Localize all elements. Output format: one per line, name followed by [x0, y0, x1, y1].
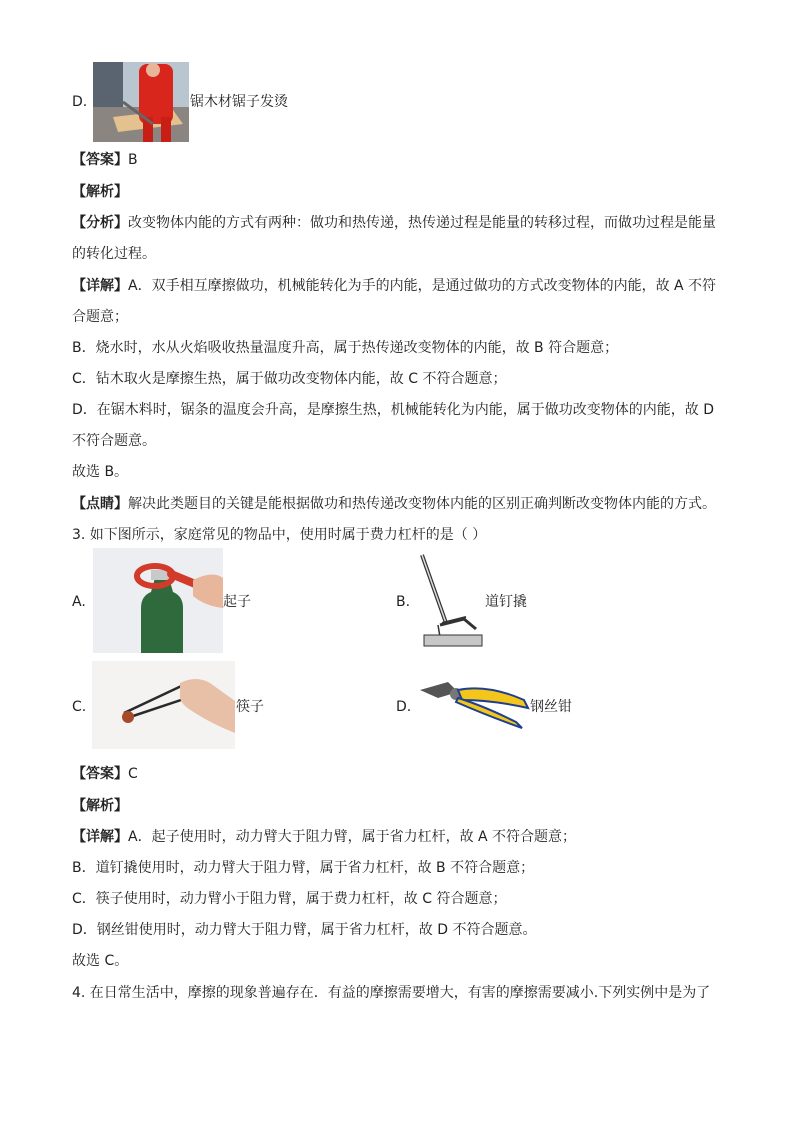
option-caption-c: 筷子 — [236, 699, 264, 715]
bottle-opener-image — [93, 548, 223, 653]
q3-stem: 3. 如下图所示，家庭常见的物品中，使用时属于费力杠杆的是（ ） — [72, 527, 487, 543]
comment-text: 解决此类题目的关键是能根据做功和热传递改变物体内能的区别正确判断改变物体内能的方式。 — [128, 496, 716, 512]
q4-stem: 4. 在日常生活中，摩擦的现象普遍存在．有益的摩擦需要增大，有害的摩擦需要减小.下列实例中是为了 — [72, 985, 711, 1001]
answer-value: B — [128, 152, 138, 168]
spike-lever-image — [418, 553, 484, 649]
q2-detail-d: D．在锯木料时，锯条的温度会升高，是摩擦生热，机械能转化为内能，属于做功改变物体的内能，故 D — [72, 402, 715, 418]
q2-detail-b: B．烧水时，水从火焰吸收热量温度升高，属于热传递改变物体的内能，故 B 符合题意； — [72, 340, 619, 356]
option-letter-c: C. — [72, 699, 87, 715]
q3-detail-a — [72, 827, 576, 847]
comment-tag: 【点睛】 — [72, 496, 128, 512]
option-letter-d2: D. — [396, 699, 412, 715]
fenxi-text: 改变物体内能的方式有两种：做功和热传递，热传递过程是能量的转移过程，而做功过程是能量 — [128, 215, 716, 231]
answer-value: C — [128, 766, 138, 782]
q2-comment — [72, 494, 716, 514]
q2-fenxi-line2: 的转化过程。 — [72, 246, 156, 262]
detail-a-text: A．双手相互摩擦做功，机械能转化为手的内能，是通过做功的方式改变物体的内能，故 A 不符 — [128, 278, 717, 294]
option-caption-d: 锯木材锯子发烫 — [190, 94, 288, 110]
sawing-wood-image — [93, 62, 189, 142]
q2-analysis-tag: 【解析】 — [72, 184, 128, 200]
option-caption-a: 起子 — [223, 594, 251, 610]
option-letter-d: D. — [72, 94, 88, 110]
q3-answer — [72, 764, 138, 784]
option-letter-a: A. — [72, 594, 86, 610]
q2-choose: 故选 B。 — [72, 464, 129, 480]
q3-detail-b: B．道钉撬使用时，动力臂大于阻力臂，属于省力杠杆，故 B 不符合题意； — [72, 860, 535, 876]
q3-detail-d: D．钢丝钳使用时，动力臂大于阻力臂，属于省力杠杆，故 D 不符合题意。 — [72, 922, 537, 938]
q3-analysis-tag: 【解析】 — [72, 798, 128, 814]
q2-detail-d-line2: 不符合题意。 — [72, 433, 156, 449]
detail-a-text: A．起子使用时，动力臂大于阻力臂，属于省力杠杆，故 A 不符合题意； — [128, 829, 577, 845]
pliers-image — [418, 678, 530, 730]
detail-tag: 【详解】 — [72, 278, 128, 294]
q3-choose: 故选 C。 — [72, 953, 129, 969]
option-letter-b: B. — [396, 594, 411, 610]
answer-tag: 【答案】 — [72, 766, 128, 782]
detail-tag: 【详解】 — [72, 829, 128, 845]
q2-detail-a — [72, 276, 716, 296]
answer-tag: 【答案】 — [72, 152, 128, 168]
q2-detail-c: C．钻木取火是摩擦生热，属于做功改变物体内能，故 C 不符合题意； — [72, 371, 507, 387]
q2-answer — [72, 150, 138, 170]
option-caption-d2: 钢丝钳 — [530, 699, 572, 715]
q3-detail-c: C．筷子使用时，动力臂小于阻力臂，属于费力杠杆，故 C 符合题意； — [72, 891, 507, 907]
q2-detail-a-line2: 合题意； — [72, 309, 128, 325]
fenxi-tag: 【分析】 — [72, 215, 128, 231]
option-caption-b: 道钉撬 — [485, 594, 527, 610]
q2-fenxi — [72, 213, 716, 233]
chopsticks-image — [92, 661, 235, 749]
